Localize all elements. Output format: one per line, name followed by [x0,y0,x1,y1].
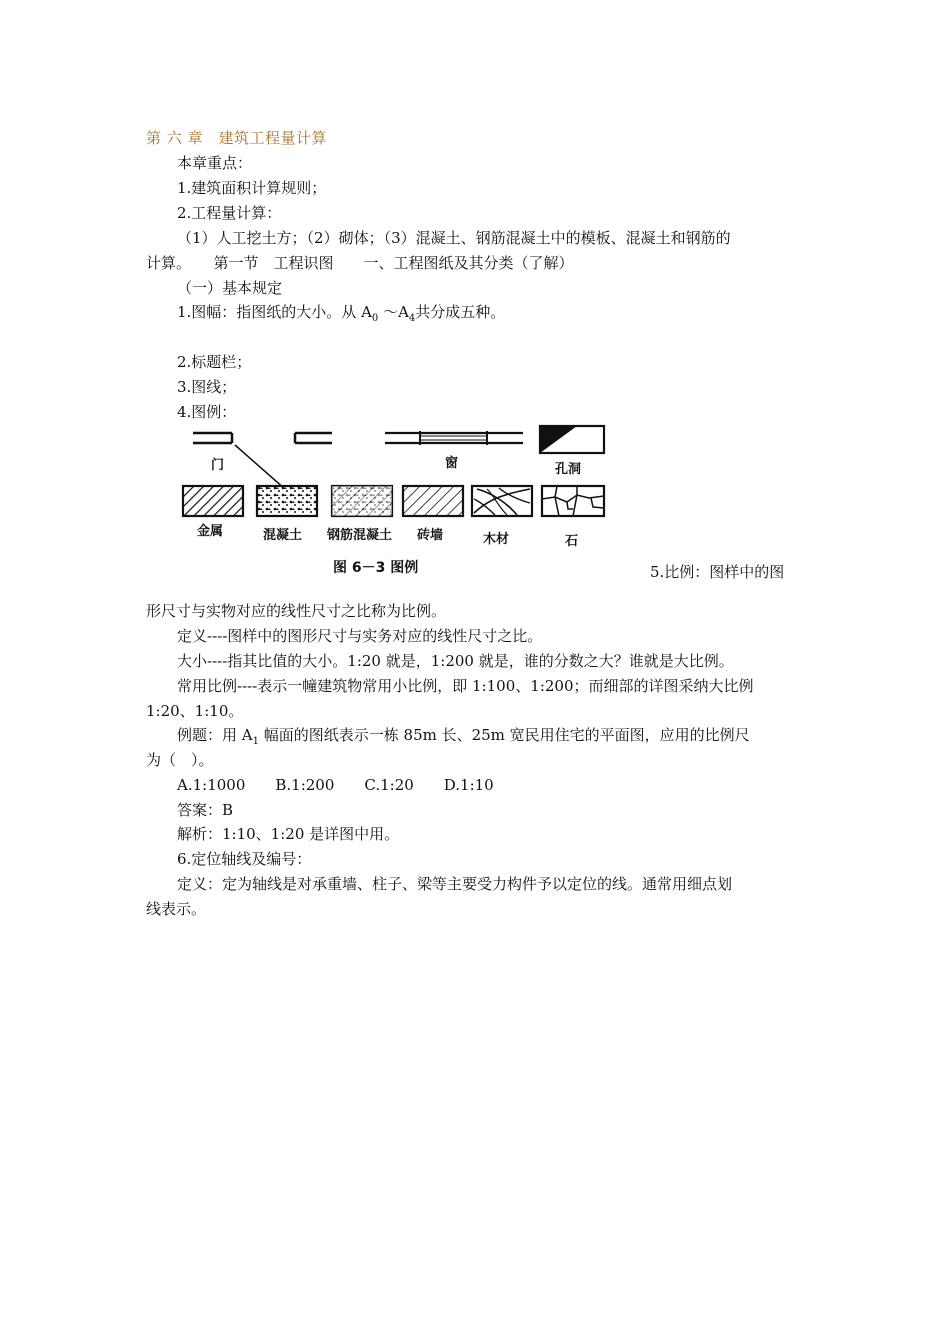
axis-definition: 定义：定为轴线是对承重墙、柱子、梁等主要受力构件予以定位的线。通常用细点划 [177,875,733,893]
focus-item-1: 1.建筑面积计算规则； [177,179,327,197]
example-answer: 答案：B [177,801,234,819]
focus-item-2-detail-cont: 计算。 第一节 工程识图 一、工程图纸及其分类（了解） [146,254,574,272]
example-options: A.1:1000 B.1:200 C.1:20 D.1:10 [177,776,494,794]
example-analysis: 解析：1:10、1:20 是详图中用。 [177,825,400,843]
subscript-0: 0 [371,313,379,324]
label-brick-wall: 砖墙 [417,528,444,543]
label-metal: 金属 [197,524,224,539]
chapter-title: 第 六 章 建筑工程量计算 [146,129,328,147]
rule-1-suffix: 共分成五种。 [415,303,506,321]
example-suffix: 幅面的图纸表示一栋 85m 长、25m 宽民用住宅的平面图，应用的比例尺 [258,726,750,744]
common-scale: 常用比例----表示一幢建筑物常用小比例，即 1:100、1:200；而细部的详图采纳大比例 [177,677,754,695]
rule-1-mid: ～A [378,303,409,321]
focus-heading: 本章重点： [177,154,253,172]
basic-rules-heading: （一）基本规定 [177,279,283,297]
subscript-1: 1 [252,736,259,747]
scale-size: 大小----指其比值的大小。1:20 就是，1:200 就是，谁的分数之大？谁就是大比例。 [177,652,734,670]
label-door: 门 [211,458,225,473]
rule-5-scale: 5.比例：图样中的图 [650,563,785,581]
rule-1-paper-size [177,302,505,329]
rule-3-lines: 3.图线； [177,378,237,396]
rule-5-scale-cont: 形尺寸与实物对应的线性尺寸之比称为比例。 [146,602,447,620]
focus-item-2-detail: （1）人工挖土方；（2）砌体；（3）混凝土、钢筋混凝土中的模板、混凝土和钢筋的 [177,229,731,247]
window-symbol [385,431,523,445]
rule-4-legend: 4.图例： [177,403,237,421]
focus-item-2: 2.工程量计算： [177,204,282,222]
rule-6-axis: 6.定位轴线及编号： [177,850,312,868]
legend-figure [177,423,617,583]
brick-wall-swatch [403,486,463,516]
axis-definition-cont: 线表示。 [146,900,207,918]
example-prefix: 例题：用 A [177,726,253,744]
label-wood: 木材 [483,532,510,547]
common-scale-cont: 1:20、1:10。 [146,702,244,720]
stone-swatch [542,486,604,516]
door-symbol-right [295,433,332,443]
scale-definition: 定义----图样中的图形尺寸与实务对应的线性尺寸之比。 [177,627,543,645]
door-symbol [193,433,285,489]
subscript-4: 4 [408,313,416,324]
wood-swatch [472,486,532,516]
hole-symbol [540,426,604,453]
metal-swatch [183,486,243,516]
example-question [177,725,750,752]
label-reinforced-concrete: 钢筋混凝土 [327,528,393,543]
figure-caption: 图 6－3 图例 [333,560,419,576]
rule-1-text: 1.图幅：指图纸的大小。从 A [177,303,372,321]
rule-2-title-block: 2.标题栏； [177,353,252,371]
label-window: 窗 [445,456,459,471]
reinforced-concrete-swatch [332,486,392,516]
example-question-cont: 为（ ）。 [146,751,214,769]
concrete-swatch [257,486,317,516]
label-stone: 石 [565,534,579,549]
label-hole: 孔洞 [555,462,582,477]
label-concrete: 混凝土 [263,528,303,543]
